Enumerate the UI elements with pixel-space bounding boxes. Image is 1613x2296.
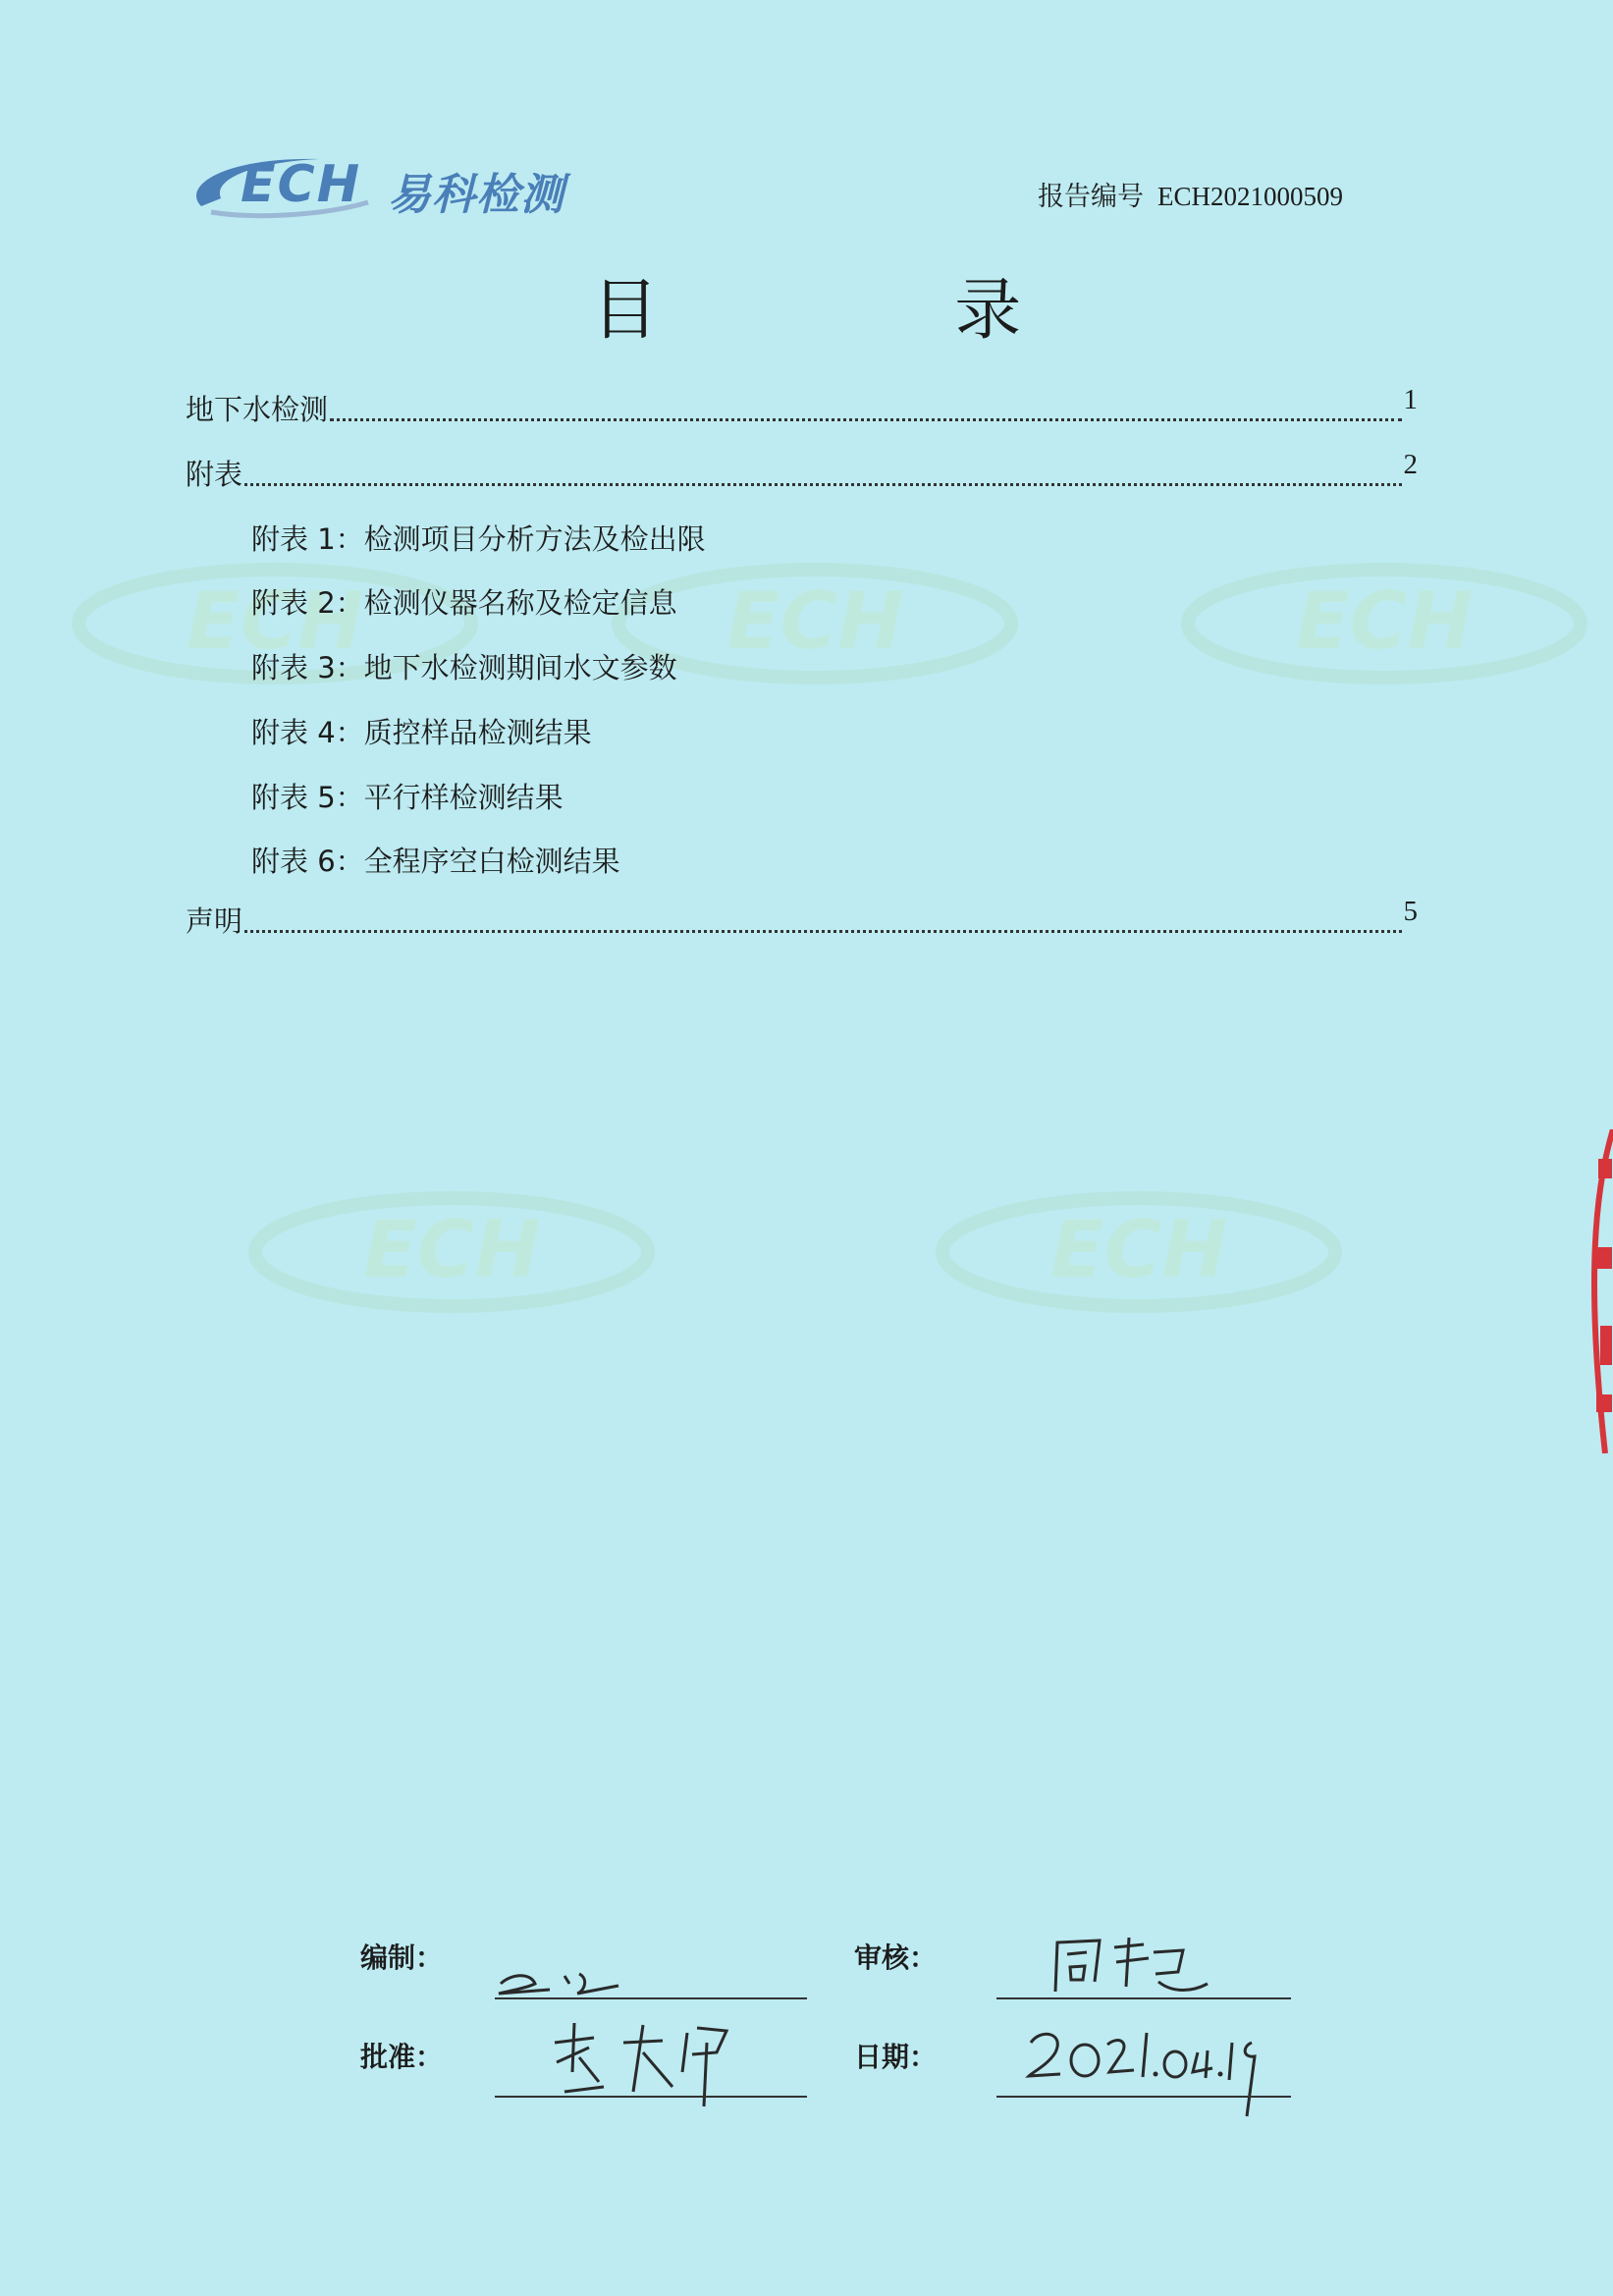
report-number — [1038, 175, 1343, 213]
svg-text:ECH: ECH — [1296, 575, 1474, 667]
date-handwritten — [1021, 2013, 1276, 2121]
report-number-label: 报告编号 — [1038, 182, 1144, 212]
page-title: 目 录 — [591, 272, 1159, 350]
svg-text:ECH: ECH — [1050, 1204, 1228, 1295]
report-number-value: ECH2021000509 — [1157, 182, 1343, 211]
toc-entry[interactable] — [186, 449, 1418, 493]
toc-entry-page: 2 — [1403, 449, 1418, 480]
toc-entry-page: 1 — [1403, 384, 1418, 415]
appendix-item[interactable]: 附表 6：全程序空白检测结果 — [251, 845, 620, 878]
toc-leader — [244, 483, 1401, 486]
date-label: 日期： — [854, 2041, 938, 2073]
approved-line — [495, 2096, 807, 2098]
watermark-logo — [245, 1178, 658, 1326]
appendix-item[interactable]: 附表 5：平行样检测结果 — [251, 781, 564, 814]
appendix-item[interactable]: 附表 4：质控样品检测结果 — [251, 716, 592, 749]
toc-entry-title: 地下水检测 — [186, 393, 329, 426]
prepared-line — [495, 1997, 807, 1999]
svg-text:ECH: ECH — [363, 1204, 541, 1295]
company-logo — [182, 147, 643, 226]
toc-entry-title: 附表 — [186, 458, 243, 491]
watermark-logo — [1178, 550, 1590, 697]
prepared-label: 编制： — [360, 1941, 444, 1974]
reviewed-label: 审核： — [854, 1941, 938, 1974]
svg-text:ECH: ECH — [726, 575, 904, 667]
toc-leader — [244, 930, 1401, 933]
appendix-item[interactable]: 附表 2：检测仪器名称及检定信息 — [251, 586, 677, 620]
reviewed-signature — [1046, 1933, 1212, 2001]
appendix-item[interactable]: 附表 3：地下水检测期间水文参数 — [251, 651, 677, 684]
date-line — [996, 2096, 1291, 2098]
toc-leader — [330, 418, 1401, 421]
seal-stamp — [1581, 1129, 1613, 1453]
watermark-logo — [933, 1178, 1345, 1326]
toc-entry-page: 5 — [1403, 896, 1418, 927]
svg-text:ECH: ECH — [187, 575, 364, 667]
approved-label: 批准： — [360, 2041, 444, 2073]
appendix-item[interactable]: 附表 1：检测项目分析方法及检出限 — [251, 522, 706, 556]
logo-mark: ECH — [241, 155, 362, 214]
logo-name: 易科检测 — [388, 170, 565, 220]
toc-entry[interactable] — [186, 384, 1418, 428]
reviewed-line — [996, 1997, 1291, 1999]
toc-entry[interactable] — [186, 896, 1418, 940]
prepared-signature — [491, 1954, 638, 2003]
toc-entry-title: 声明 — [186, 904, 243, 938]
